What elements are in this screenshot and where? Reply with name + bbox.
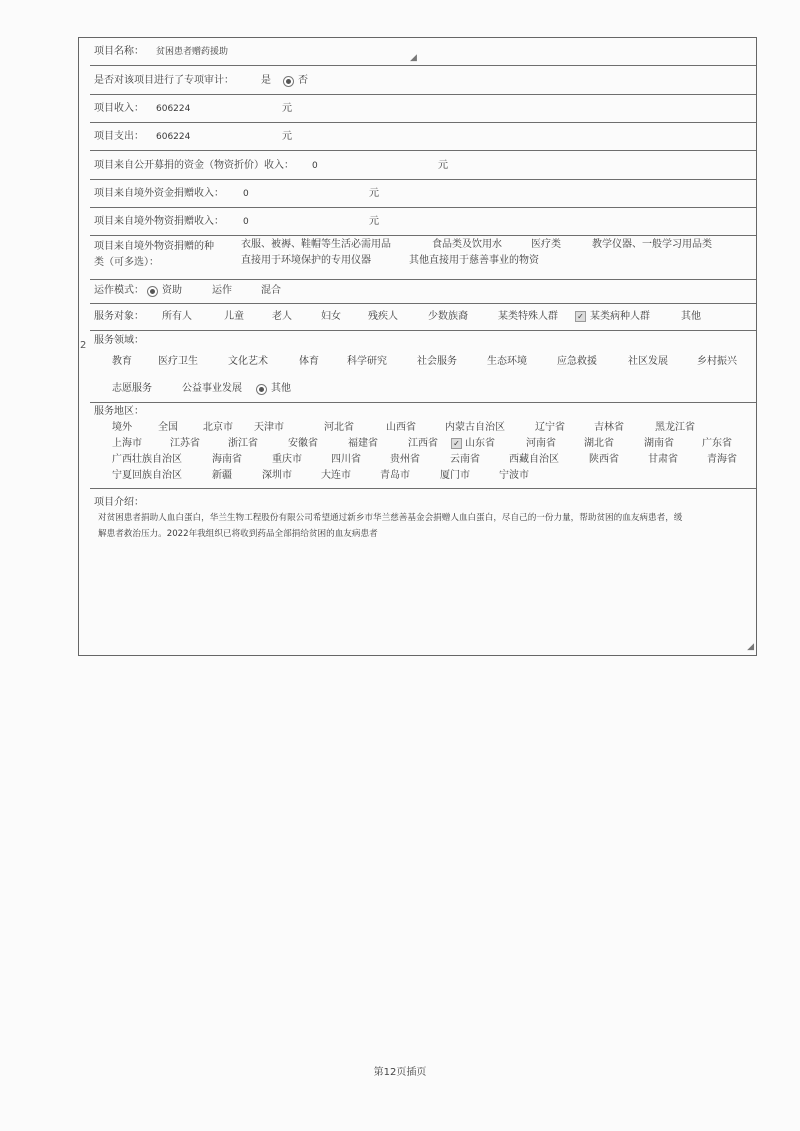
- row-project-name: [90, 37, 756, 66]
- row-foreign-fund: [90, 179, 756, 208]
- foreign-fund-value[interactable]: 0: [243, 189, 249, 199]
- target-option[interactable]: 残疾人: [368, 311, 398, 322]
- region-option[interactable]: 云南省: [450, 454, 480, 465]
- region-option[interactable]: 宁夏回族自治区: [112, 470, 182, 481]
- row-intro: [90, 488, 756, 654]
- row-goods-types: [90, 235, 756, 280]
- checkbox-checked-icon[interactable]: ✓: [451, 438, 462, 449]
- target-option[interactable]: 儿童: [224, 311, 244, 322]
- region-option[interactable]: 上海市: [112, 438, 142, 449]
- audit-no-radio-icon[interactable]: [283, 76, 294, 87]
- goods-types-label-line1: 项目来自境外物资捐赠的种: [94, 241, 214, 252]
- row-foreign-goods: [90, 207, 756, 236]
- project-name-value[interactable]: 贫困患者赠药援助: [156, 47, 229, 57]
- goods-option[interactable]: 食品类及饮用水: [432, 239, 502, 250]
- expense-unit: 元: [282, 131, 292, 142]
- public-fund-label: 项目来自公开募捐的资金（物资折价）收入：: [94, 160, 294, 171]
- field-option[interactable]: 社会服务: [417, 356, 457, 367]
- region-option[interactable]: 境外: [112, 422, 132, 433]
- region-option[interactable]: 安徽省: [288, 438, 318, 449]
- field-option[interactable]: 体育: [299, 356, 319, 367]
- resize-handle-icon[interactable]: ◢: [747, 642, 754, 652]
- region-option[interactable]: 厦门市: [440, 470, 470, 481]
- service-targets-label: 服务对象：: [94, 311, 144, 322]
- region-option[interactable]: 河南省: [526, 438, 556, 449]
- row-service-targets: [90, 303, 756, 331]
- region-option[interactable]: 湖南省: [644, 438, 674, 449]
- audit-yes-label[interactable]: 是: [261, 75, 271, 86]
- region-option[interactable]: 四川省: [331, 454, 361, 465]
- foreign-goods-unit: 元: [369, 216, 379, 227]
- public-fund-value[interactable]: 0: [312, 161, 318, 171]
- project-name-label: 项目名称：: [94, 46, 144, 57]
- goods-option[interactable]: 直接用于环境保护的专用仪器: [241, 255, 371, 266]
- region-option[interactable]: 海南省: [212, 454, 242, 465]
- region-option[interactable]: 山东省: [465, 438, 495, 449]
- foreign-fund-unit: 元: [369, 188, 379, 199]
- public-fund-unit: 元: [438, 160, 448, 171]
- row-public-fund: [90, 150, 756, 180]
- service-fields-label: 服务领域：: [94, 335, 144, 346]
- goods-option[interactable]: 教学仪器、一般学习用品类: [592, 239, 712, 250]
- row-service-fields: [90, 330, 756, 403]
- field-option[interactable]: 社区发展: [628, 356, 668, 367]
- operation-option[interactable]: 混合: [261, 285, 281, 296]
- row-expense: [90, 122, 756, 151]
- field-option[interactable]: 应急救援: [557, 356, 597, 367]
- resize-handle-icon[interactable]: ◢: [410, 53, 417, 63]
- income-label: 项目收入：: [94, 103, 144, 114]
- region-option[interactable]: 吉林省: [594, 422, 624, 433]
- target-option[interactable]: 某类病种人群: [590, 311, 650, 322]
- target-option[interactable]: 其他: [681, 311, 701, 322]
- region-option[interactable]: 湖北省: [584, 438, 614, 449]
- field-option[interactable]: 文化艺术: [228, 356, 268, 367]
- field-option[interactable]: 公益事业发展: [182, 383, 242, 394]
- intro-label: 项目介绍：: [94, 497, 144, 508]
- foreign-goods-label: 项目来自境外物资捐赠收入：: [94, 216, 224, 227]
- income-unit: 元: [282, 103, 292, 114]
- region-option[interactable]: 重庆市: [272, 454, 302, 465]
- field-option[interactable]: 科学研究: [347, 356, 387, 367]
- row-income: [90, 94, 756, 123]
- region-option[interactable]: 天津市: [254, 422, 284, 433]
- target-option[interactable]: 所有人: [162, 311, 192, 322]
- region-option[interactable]: 西藏自治区: [509, 454, 559, 465]
- row-audit: [90, 65, 756, 95]
- region-option[interactable]: 青岛市: [380, 470, 410, 481]
- other-field-radio-icon[interactable]: [256, 384, 267, 395]
- region-option[interactable]: 北京市: [203, 422, 233, 433]
- intro-line-1: 对贫困患者捐助人血白蛋白，华兰生物工程股份有限公司希望通过新乡市华兰慈善基金会捐赠人血白蛋白，尽自己的一份力量，帮助贫困的血友病患者，缓: [98, 513, 683, 523]
- expense-value[interactable]: 606224: [156, 132, 191, 142]
- target-option[interactable]: 老人: [272, 311, 292, 322]
- field-option[interactable]: 生态环境: [487, 356, 527, 367]
- region-option[interactable]: 陕西省: [589, 454, 619, 465]
- target-option[interactable]: 少数族裔: [428, 311, 468, 322]
- region-option[interactable]: 广西壮族自治区: [112, 454, 182, 465]
- target-option[interactable]: 妇女: [321, 311, 341, 322]
- intro-line-2: 解患者救治压力。2022年我组织已将收到药品全部捐给贫困的血友病患者: [98, 529, 378, 539]
- operation-mode-label: 运作模式：: [94, 285, 144, 296]
- foreign-fund-label: 项目来自境外资金捐赠收入：: [94, 188, 224, 199]
- intro-textarea[interactable]: [98, 510, 748, 542]
- operation-option[interactable]: 运作: [212, 285, 232, 296]
- row-operation-mode: [90, 279, 756, 304]
- foreign-goods-value[interactable]: 0: [243, 217, 249, 227]
- goods-types-label-line2: 类（可多选）：: [94, 257, 159, 268]
- goods-option[interactable]: 医疗类: [531, 239, 561, 250]
- region-option[interactable]: 福建省: [348, 438, 378, 449]
- audit-no-label[interactable]: 否: [298, 75, 308, 86]
- field-option[interactable]: 乡村振兴: [697, 356, 737, 367]
- region-option[interactable]: 新疆: [212, 470, 232, 481]
- audit-question: 是否对该项目进行了专项审计：: [94, 75, 234, 86]
- region-option[interactable]: 深圳市: [262, 470, 292, 481]
- income-value[interactable]: 606224: [156, 104, 191, 114]
- region-option[interactable]: 浙江省: [228, 438, 258, 449]
- region-option[interactable]: 青海省: [707, 454, 737, 465]
- region-option[interactable]: 河北省: [324, 422, 354, 433]
- region-option[interactable]: 大连市: [321, 470, 351, 481]
- region-option[interactable]: 广东省: [702, 438, 732, 449]
- region-option[interactable]: 江苏省: [170, 438, 200, 449]
- row-service-regions: [90, 402, 756, 489]
- checkbox-checked-icon[interactable]: ✓: [575, 311, 586, 322]
- region-option[interactable]: 宁波市: [499, 470, 529, 481]
- page-mark: 2: [80, 340, 87, 351]
- service-regions-label: 服务地区：: [94, 406, 144, 417]
- funding-radio-icon[interactable]: [147, 286, 158, 297]
- region-option[interactable]: 甘肃省: [648, 454, 678, 465]
- region-option[interactable]: 全国: [158, 422, 178, 433]
- field-option[interactable]: 其他: [271, 383, 291, 394]
- region-option[interactable]: 江西省: [408, 438, 438, 449]
- region-option[interactable]: 辽宁省: [535, 422, 565, 433]
- field-option[interactable]: 教育: [112, 356, 132, 367]
- page-footer: 第12页插页: [373, 1067, 427, 1078]
- operation-option[interactable]: 资助: [162, 285, 182, 296]
- target-option[interactable]: 某类特殊人群: [498, 311, 558, 322]
- field-option[interactable]: 医疗卫生: [158, 356, 198, 367]
- region-option[interactable]: 内蒙古自治区: [445, 422, 505, 433]
- goods-option[interactable]: 衣服、被褥、鞋帽等生活必需用品: [241, 239, 391, 250]
- region-option[interactable]: 贵州省: [390, 454, 420, 465]
- region-option[interactable]: 黑龙江省: [655, 422, 695, 433]
- expense-label: 项目支出：: [94, 131, 144, 142]
- field-option[interactable]: 志愿服务: [112, 383, 152, 394]
- region-option[interactable]: 山西省: [386, 422, 416, 433]
- goods-option[interactable]: 其他直接用于慈善事业的物资: [409, 255, 539, 266]
